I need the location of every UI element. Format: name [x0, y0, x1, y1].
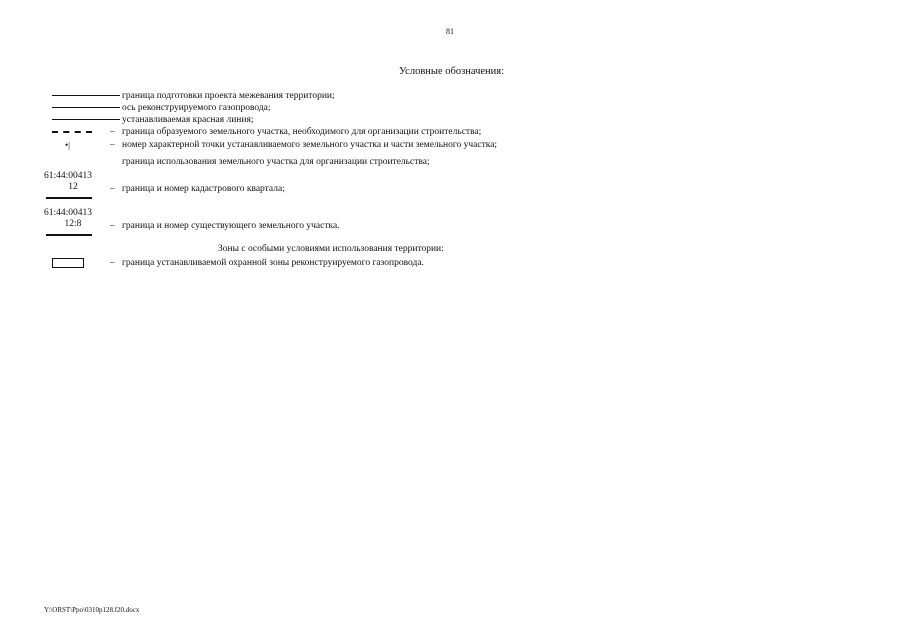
- legend-item-existing-plot: [0, 220, 905, 232]
- plot-number-top: 61:44:00413: [44, 208, 93, 218]
- legend-item-text: граница и номер существующего земельного участка.: [122, 221, 340, 231]
- legend-item-protection-zone: [0, 257, 905, 269]
- legend-item-text: ось реконструируемого газопровода;: [122, 103, 271, 113]
- dash: –: [110, 140, 115, 150]
- cadastral-underline: [46, 197, 92, 199]
- dash: –: [110, 115, 115, 125]
- legend-item-survey-boundary: [0, 90, 905, 102]
- legend-item-text: устанавливаемая красная линия;: [122, 115, 254, 125]
- legend-item-cadastral-quarter: [0, 183, 905, 195]
- page-number: 81: [446, 27, 454, 36]
- legend-item-characteristic-point: [0, 139, 905, 151]
- dash: –: [110, 221, 115, 231]
- legend-item-text: граница устанавливаемой охранной зоны реконструируемого газопровода.: [122, 258, 424, 268]
- legend-item-text: номер характерной точки устанавливаемого земельного участка и части земельного участка;: [122, 140, 498, 150]
- plot-underline: [46, 234, 92, 236]
- dash: –: [110, 127, 115, 137]
- legend-item-usage-boundary: [0, 156, 905, 168]
- cadastral-number-top: 61:44:00413: [44, 171, 93, 181]
- dash: –: [110, 91, 115, 101]
- dash: –: [110, 258, 115, 268]
- cadastral-number-bottom: 12: [68, 182, 78, 192]
- legend-item-red-line: [0, 114, 905, 126]
- zones-title: Зоны с особыми условиями использования территории:: [218, 244, 444, 254]
- legend-item-text: граница и номер кадастрового квартала;: [122, 184, 285, 194]
- point-marker-icon: •|: [65, 140, 70, 150]
- footer-file-path: Y:\ORST\Ppo\0310p128.f20.docx: [44, 606, 140, 614]
- legend-item-text: граница подготовки проекта межевания территории;: [122, 91, 335, 101]
- plot-number-bottom: 12:8: [64, 219, 82, 229]
- legend-item-formed-plot-boundary: [0, 126, 905, 138]
- legend-item-text: граница использования земельного участка для организации строительства;: [122, 157, 430, 167]
- legend-item-pipeline-axis: [0, 102, 905, 114]
- legend-title: Условные обозначения:: [399, 66, 505, 77]
- zone-rectangle-symbol: [52, 258, 84, 268]
- legend-item-text: граница образуемого земельного участка, необходимого для организации строительства;: [122, 127, 482, 137]
- dash: –: [110, 103, 115, 113]
- dash: –: [110, 184, 115, 194]
- dashed-line-symbol: [52, 131, 92, 133]
